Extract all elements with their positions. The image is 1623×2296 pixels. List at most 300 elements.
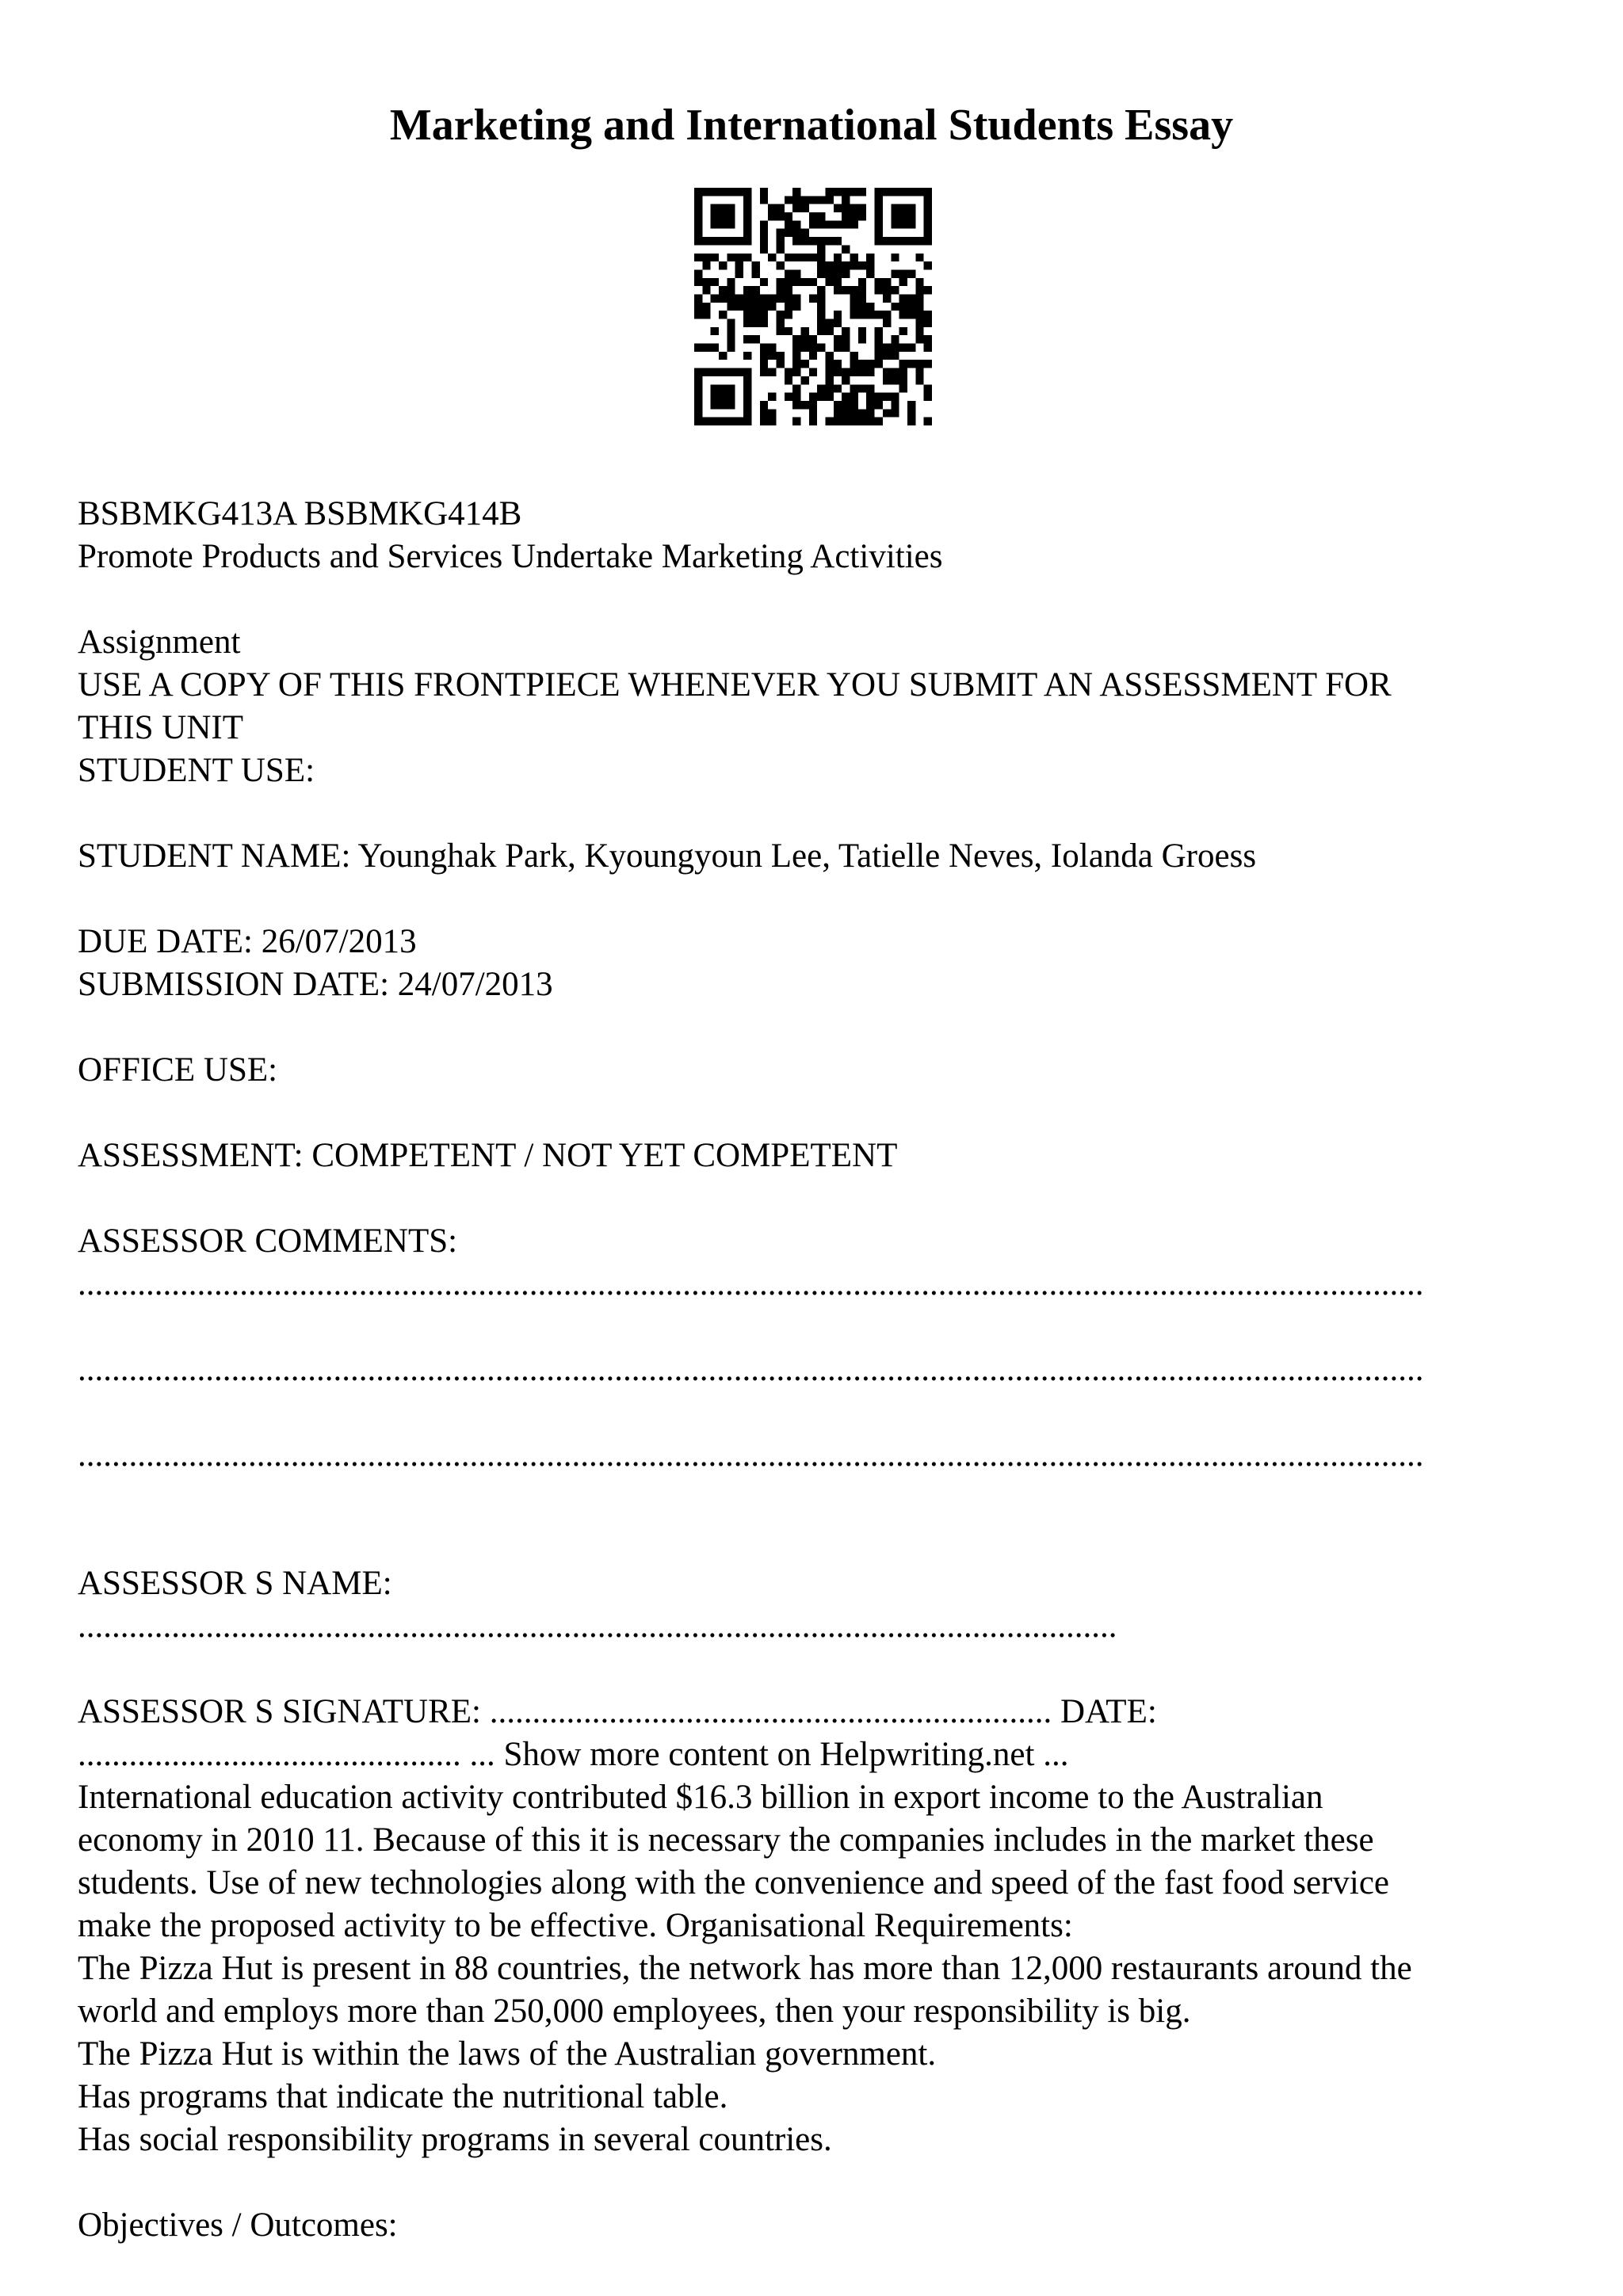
qr-module: [899, 368, 907, 376]
qr-module: [694, 303, 702, 311]
qr-module: [899, 237, 907, 245]
qr-module: [875, 220, 883, 228]
qr-module: [842, 204, 850, 212]
qr-module: [817, 384, 825, 392]
qr-module: [883, 376, 891, 384]
qr-module: [915, 188, 923, 196]
qr-module: [792, 360, 800, 368]
qr-module: [727, 278, 735, 286]
qr-module: [834, 368, 842, 376]
qr-module: [768, 294, 776, 302]
qr-module: [727, 286, 735, 294]
qr-module: [842, 376, 850, 384]
qr-module: [727, 393, 735, 401]
qr-module: [891, 212, 899, 220]
qr-module: [842, 269, 850, 277]
qr-module: [858, 409, 866, 417]
qr-module: [702, 344, 710, 352]
qr-module: [875, 278, 883, 286]
qr-module: [850, 360, 858, 368]
qr-module: [743, 418, 751, 425]
qr-module: [800, 360, 808, 368]
qr-module: [792, 303, 800, 311]
qr-module: [866, 393, 874, 401]
qr-module: [842, 409, 850, 417]
qr-module: [842, 196, 850, 204]
qr-module: [866, 261, 874, 269]
qr-module: [834, 261, 842, 269]
office-use-heading: OFFICE USE:: [78, 1051, 278, 1089]
qr-module: [875, 229, 883, 237]
qr-module: [768, 368, 776, 376]
assessor-signature: ASSESSOR S SIGNATURE: .................................................................. DATE:: [78, 1693, 1157, 1730]
qr-module: [850, 401, 858, 409]
qr-module: [891, 303, 899, 311]
qr-module: [727, 327, 735, 335]
qr-module: [826, 327, 834, 335]
qr-module: [735, 261, 743, 269]
assessor-name-label: ASSESSOR S NAME:: [78, 1565, 392, 1602]
qr-module: [899, 278, 907, 286]
qr-module: [858, 418, 866, 425]
qr-module: [776, 245, 784, 253]
qr-module: [899, 204, 907, 212]
qr-module: [719, 261, 727, 269]
qr-module: [702, 368, 710, 376]
comment-line-2: ..............................................................................................................................................................: [78, 1351, 1424, 1388]
qr-module: [915, 294, 923, 302]
qr-module: [727, 335, 735, 343]
qr-module: [875, 401, 883, 409]
qr-module: [907, 401, 915, 409]
qr-module: [858, 261, 866, 269]
qr-module: [915, 360, 923, 368]
qr-module: [883, 311, 891, 318]
qr-module: [751, 311, 759, 318]
qr-module: [891, 393, 899, 401]
qr-module: [809, 335, 817, 343]
qr-module: [792, 344, 800, 352]
qr-module: [751, 319, 759, 327]
qr-module: [760, 229, 768, 237]
qr-module: [924, 212, 932, 220]
qr-module: [907, 360, 915, 368]
qr-module: [834, 418, 842, 425]
qr-module: [891, 254, 899, 261]
qr-module: [924, 319, 932, 327]
qr-module: [800, 376, 808, 384]
qr-module: [850, 409, 858, 417]
qr-module: [834, 335, 842, 343]
qr-module: [743, 188, 751, 196]
qr-module: [711, 204, 719, 212]
qr-module: [768, 393, 776, 401]
unit-codes: BSBMKG413A BSBMKG414B: [78, 495, 522, 532]
qr-module: [727, 303, 735, 311]
qr-module: [899, 327, 907, 335]
qr-module: [760, 319, 768, 327]
document-title: Marketing and International Students Essay: [389, 101, 1234, 150]
qr-module: [858, 188, 866, 196]
qr-module: [727, 237, 735, 245]
qr-module: [858, 286, 866, 294]
qr-module: [711, 344, 719, 352]
qr-module: [727, 220, 735, 228]
qr-module: [751, 335, 759, 343]
qr-module: [760, 220, 768, 228]
qr-module: [702, 278, 710, 286]
qr-module: [924, 393, 932, 401]
assignment-label: Assignment: [78, 624, 241, 661]
qr-module: [809, 254, 817, 261]
body-line-5: The Pizza Hut is present in 88 countries, the network has more than 12,000 restaurants around the: [78, 1950, 1412, 1987]
qr-module: [924, 220, 932, 228]
qr-module: [858, 278, 866, 286]
qr-module: [702, 188, 710, 196]
qr-module: [760, 418, 768, 425]
qr-module: [694, 311, 702, 318]
qr-module: [711, 418, 719, 425]
qr-module: [760, 352, 768, 360]
qr-module: [776, 311, 784, 318]
qr-module: [694, 254, 702, 261]
qr-module: [915, 237, 923, 245]
qr-module: [719, 311, 727, 318]
qr-module: [858, 368, 866, 376]
qr-module: [826, 188, 834, 196]
qr-module: [694, 278, 702, 286]
qr-module: [711, 384, 719, 392]
qr-module: [826, 220, 834, 228]
qr-module: [768, 254, 776, 261]
show-more-link[interactable]: ............................................. ... Show more content on Helpwriting.net ...: [78, 1736, 1069, 1773]
qr-module: [719, 418, 727, 425]
qr-module: [727, 188, 735, 196]
qr-module: [826, 319, 834, 327]
qr-module: [694, 204, 702, 212]
qr-module: [694, 220, 702, 228]
qr-module: [883, 278, 891, 286]
qr-module: [842, 286, 850, 294]
qr-module: [891, 204, 899, 212]
qr-module: [760, 401, 768, 409]
qr-module: [866, 384, 874, 392]
qr-module: [907, 303, 915, 311]
qr-module: [842, 344, 850, 352]
qr-module: [817, 245, 825, 253]
qr-module: [711, 327, 719, 335]
qr-module: [875, 327, 883, 335]
qr-module: [850, 261, 858, 269]
qr-module: [776, 212, 784, 220]
qr-module: [842, 261, 850, 269]
qr-module: [785, 278, 792, 286]
qr-module: [743, 311, 751, 318]
qr-module: [875, 352, 883, 360]
qr-module: [776, 327, 784, 335]
qr-module: [817, 254, 825, 261]
qr-module: [768, 409, 776, 417]
qr-module: [776, 286, 784, 294]
qr-module: [719, 393, 727, 401]
qr-module: [800, 327, 808, 335]
qr-module: [915, 254, 923, 261]
qr-module: [809, 401, 817, 409]
qr-module: [826, 196, 834, 204]
qr-module: [924, 286, 932, 294]
qr-module: [850, 286, 858, 294]
comment-line-3: ..............................................................................................................................................................: [78, 1436, 1424, 1474]
qr-module: [702, 418, 710, 425]
qr-module: [858, 303, 866, 311]
qr-module: [842, 335, 850, 343]
qr-module: [776, 319, 784, 327]
qr-module: [826, 393, 834, 401]
qr-module: [760, 196, 768, 204]
qr-module: [899, 360, 907, 368]
document-body: [78, 493, 1623, 2247]
qr-module: [743, 384, 751, 392]
qr-module: [883, 237, 891, 245]
qr-module: [924, 335, 932, 343]
qr-module: [924, 204, 932, 212]
qr-module: [751, 286, 759, 294]
qr-module: [711, 212, 719, 220]
qr-module: [907, 311, 915, 318]
objectives-heading: Objectives / Outcomes:: [78, 2206, 398, 2244]
qr-module: [792, 352, 800, 360]
qr-module: [875, 344, 883, 352]
qr-module: [834, 188, 842, 196]
qr-module: [694, 188, 702, 196]
qr-module: [760, 344, 768, 352]
qr-module: [809, 294, 817, 302]
qr-module: [915, 286, 923, 294]
qr-module: [826, 237, 834, 245]
qr-module: [727, 418, 735, 425]
qr-code-icon: [694, 188, 932, 425]
qr-module: [842, 418, 850, 425]
qr-module: [776, 294, 784, 302]
qr-module: [768, 352, 776, 360]
qr-module: [694, 344, 702, 352]
qr-module: [891, 401, 899, 409]
qr-module: [817, 311, 825, 318]
body-line-6: world and employs more than 250,000 employees, then your responsibility is big.: [78, 1993, 1191, 2030]
body-line-2: economy in 2010 11. Because of this it is necessary the companies includes in the market these: [78, 1821, 1374, 1859]
qr-module: [743, 335, 751, 343]
qr-module: [776, 352, 784, 360]
qr-module: [785, 303, 792, 311]
qr-module: [743, 368, 751, 376]
qr-module: [875, 196, 883, 204]
qr-module: [760, 303, 768, 311]
qr-module: [891, 409, 899, 417]
qr-module: [792, 384, 800, 392]
qr-module: [800, 335, 808, 343]
qr-module: [891, 286, 899, 294]
qr-module: [785, 196, 792, 204]
qr-module: [834, 319, 842, 327]
qr-module: [760, 294, 768, 302]
qr-module: [800, 278, 808, 286]
qr-module: [817, 261, 825, 269]
qr-module: [924, 418, 932, 425]
qr-module: [883, 319, 891, 327]
qr-module: [792, 229, 800, 237]
qr-module: [743, 212, 751, 220]
body-line-9: Has social responsibility programs in several countries.: [78, 2121, 832, 2158]
qr-module: [924, 261, 932, 269]
qr-module: [875, 286, 883, 294]
assessor-name-line: ..........................................................................................................................: [78, 1608, 1117, 1645]
qr-module: [768, 204, 776, 212]
qr-module: [743, 294, 751, 302]
qr-module: [785, 311, 792, 318]
qr-module: [809, 237, 817, 245]
qr-module: [883, 409, 891, 417]
qr-module: [817, 393, 825, 401]
qr-module: [875, 311, 883, 318]
body-line-3: students. Use of new technologies along with the convenience and speed of the fast food service: [78, 1864, 1389, 1901]
qr-module: [866, 303, 874, 311]
qr-module: [743, 352, 751, 360]
qr-module: [702, 303, 710, 311]
qr-module: [817, 327, 825, 335]
qr-module: [768, 344, 776, 352]
qr-module: [875, 418, 883, 425]
qr-module: [727, 344, 735, 352]
qr-module: [711, 254, 719, 261]
qr-module: [800, 344, 808, 352]
qr-module: [743, 303, 751, 311]
qr-module: [776, 360, 784, 368]
qr-module: [694, 368, 702, 376]
qr-module: [891, 220, 899, 228]
qr-module: [785, 220, 792, 228]
qr-module: [866, 368, 874, 376]
qr-module: [858, 294, 866, 302]
qr-module: [817, 269, 825, 277]
qr-module: [915, 335, 923, 343]
qr-module: [760, 311, 768, 318]
qr-module: [727, 254, 735, 261]
qr-module: [727, 204, 735, 212]
qr-module: [907, 294, 915, 302]
qr-module: [907, 220, 915, 228]
qr-module: [760, 368, 768, 376]
qr-module: [694, 393, 702, 401]
qr-module: [891, 376, 899, 384]
qr-module: [899, 212, 907, 220]
qr-module: [891, 368, 899, 376]
qr-module: [785, 376, 792, 384]
qr-module: [858, 311, 866, 318]
qr-module: [826, 384, 834, 392]
qr-module: [743, 237, 751, 245]
qr-module: [907, 188, 915, 196]
qr-module: [735, 237, 743, 245]
qr-module: [776, 229, 784, 237]
qr-module: [817, 303, 825, 311]
qr-module: [850, 188, 858, 196]
qr-module: [899, 376, 907, 384]
qr-module: [735, 188, 743, 196]
qr-module: [915, 311, 923, 318]
qr-module: [826, 418, 834, 425]
assessor-comments-heading: ASSESSOR COMMENTS:: [78, 1222, 458, 1260]
qr-module: [826, 368, 834, 376]
student-use-heading: STUDENT USE:: [78, 752, 315, 789]
qr-module: [907, 237, 915, 245]
qr-module: [850, 204, 858, 212]
qr-module: [850, 294, 858, 302]
qr-module: [915, 303, 923, 311]
qr-module: [719, 294, 727, 302]
qr-module: [899, 303, 907, 311]
qr-module: [924, 237, 932, 245]
unit-titles: Promote Products and Services Undertake Marketing Activities: [78, 538, 943, 575]
qr-module: [743, 204, 751, 212]
qr-module: [768, 212, 776, 220]
qr-module: [817, 344, 825, 352]
qr-module: [907, 418, 915, 425]
qr-module: [899, 344, 907, 352]
qr-module: [907, 409, 915, 417]
qr-module: [858, 360, 866, 368]
qr-module: [719, 286, 727, 294]
qr-module: [743, 220, 751, 228]
qr-module: [785, 229, 792, 237]
qr-module: [727, 384, 735, 392]
qr-module: [711, 393, 719, 401]
qr-module: [743, 393, 751, 401]
qr-module: [924, 196, 932, 204]
qr-module: [727, 368, 735, 376]
qr-module: [924, 229, 932, 237]
qr-module: [875, 188, 883, 196]
qr-module: [694, 401, 702, 409]
qr-module: [735, 303, 743, 311]
qr-module: [702, 237, 710, 245]
qr-module: [907, 212, 915, 220]
qr-module: [719, 212, 727, 220]
qr-module: [891, 335, 899, 343]
qr-module: [834, 286, 842, 294]
qr-module: [826, 352, 834, 360]
qr-module: [924, 311, 932, 318]
qr-module: [842, 327, 850, 335]
qr-module: [760, 409, 768, 417]
qr-module: [792, 294, 800, 302]
qr-module: [694, 269, 702, 277]
qr-module: [760, 278, 768, 286]
qr-module: [785, 327, 792, 335]
due-date: DUE DATE: 26/07/2013: [78, 923, 417, 960]
qr-module: [743, 229, 751, 237]
qr-module: [907, 269, 915, 277]
qr-module: [743, 409, 751, 417]
qr-module: [899, 220, 907, 228]
qr-module: [792, 278, 800, 286]
qr-module: [694, 384, 702, 392]
qr-module: [785, 286, 792, 294]
qr-module: [899, 311, 907, 318]
body-line-7: The Pizza Hut is within the laws of the Australian government.: [78, 2035, 937, 2073]
qr-module: [883, 286, 891, 294]
qr-module: [694, 229, 702, 237]
qr-module: [800, 401, 808, 409]
